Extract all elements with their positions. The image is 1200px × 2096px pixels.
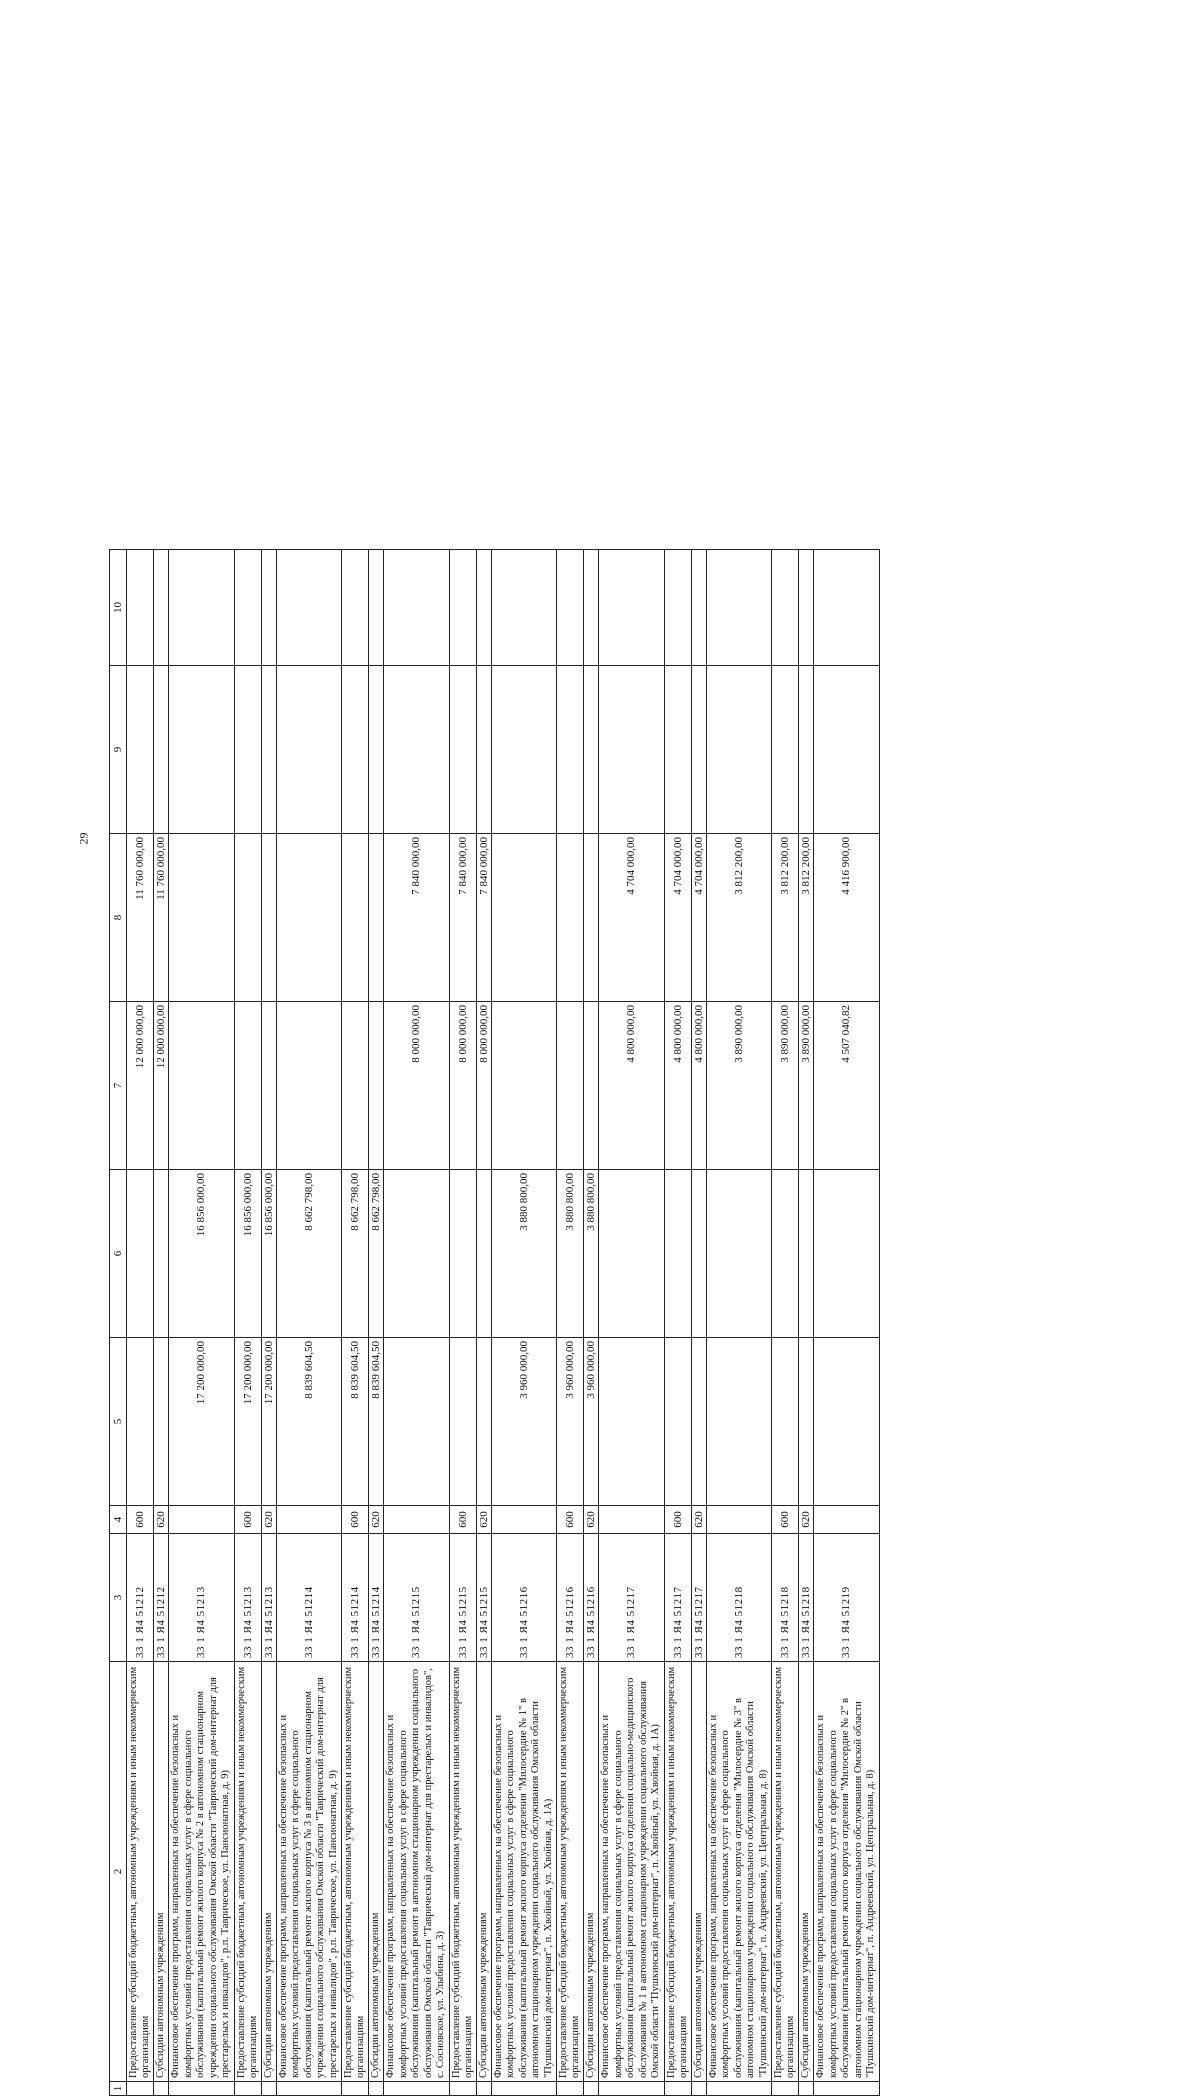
amount-cell-col7: 3 890 000,00 <box>772 1002 799 1170</box>
amount-cell-col6 <box>706 1170 772 1338</box>
amount-cell-col9 <box>664 666 691 834</box>
row-number-cell <box>584 2082 599 2096</box>
table-row <box>814 550 880 2096</box>
row-number-cell <box>154 2082 169 2096</box>
classification-code-cell: 33 1 Я4 51213 <box>169 1534 235 1662</box>
classification-code-cell: 33 1 Я4 51213 <box>234 1534 261 1662</box>
expense-type-cell: 600 <box>772 1506 799 1534</box>
table-row <box>261 550 276 2096</box>
classification-code-cell: 33 1 Я4 51215 <box>384 1534 450 1662</box>
amount-cell-col5 <box>384 1338 450 1506</box>
amount-cell-col7 <box>342 1002 369 1170</box>
amount-cell-col5: 8 839 604,50 <box>342 1338 369 1506</box>
amount-cell-col8 <box>491 834 557 1002</box>
amount-cell-col7: 8 000 000,00 <box>449 1002 476 1170</box>
amount-cell-col6: 16 856 000,00 <box>169 1170 235 1338</box>
amount-cell-col5: 17 200 000,00 <box>261 1338 276 1506</box>
description-cell: Субсидии автономным учреждениям <box>369 1662 384 2082</box>
table-row <box>584 550 599 2096</box>
expense-type-cell: 600 <box>557 1506 584 1534</box>
column-header: 10 <box>110 550 127 666</box>
description-cell: Предоставление субсидий бюджетным, автономным учреждениям и иным некоммерческим организациям <box>772 1662 799 2082</box>
expense-type-cell: 600 <box>127 1506 154 1534</box>
table-row <box>799 550 814 2096</box>
column-header: 7 <box>110 1002 127 1170</box>
amount-cell-col6 <box>127 1170 154 1338</box>
expense-type-cell <box>169 1506 235 1534</box>
amount-cell-col9 <box>599 666 665 834</box>
amount-cell-col9 <box>369 666 384 834</box>
amount-cell-col5 <box>706 1338 772 1506</box>
classification-code-cell: 33 1 Я4 51213 <box>261 1534 276 1662</box>
classification-code-cell: 33 1 Я4 51218 <box>799 1534 814 1662</box>
amount-cell-col10 <box>276 550 342 666</box>
amount-cell-col7 <box>369 1002 384 1170</box>
amount-cell-col8 <box>557 834 584 1002</box>
amount-cell-col7: 3 890 000,00 <box>706 1002 772 1170</box>
amount-cell-col6 <box>772 1170 799 1338</box>
amount-cell-col8: 4 704 000,00 <box>599 834 665 1002</box>
description-cell: Субсидии автономным учреждениям <box>799 1662 814 2082</box>
amount-cell-col8: 4 704 000,00 <box>664 834 691 1002</box>
classification-code-cell: 33 1 Я4 51215 <box>449 1534 476 1662</box>
amount-cell-col10 <box>814 550 880 666</box>
amount-cell-col5: 17 200 000,00 <box>169 1338 235 1506</box>
amount-cell-col8: 4 704 000,00 <box>691 834 706 1002</box>
amount-cell-col9 <box>234 666 261 834</box>
description-cell: Финансовое обеспечение программ, направленных на обеспечение безопасных и комфортных условий предоставления социальных услуг в сфере социального обслуживания (капитальный ремонт в автономном стационарном учреждении социального обслуживания Омской области "Таврический дом-интернат для престарелых и инвалидов", с. Сосновское, ул. Улыбина, д. 3) <box>384 1662 450 2082</box>
column-header: 2 <box>110 1662 127 2082</box>
description-cell: Субсидии автономным учреждениям <box>261 1662 276 2082</box>
amount-cell-col10 <box>584 550 599 666</box>
amount-cell-col10 <box>261 550 276 666</box>
row-number-cell <box>234 2082 261 2096</box>
amount-cell-col6: 8 662 798,00 <box>276 1170 342 1338</box>
amount-cell-col10 <box>772 550 799 666</box>
amount-cell-col10 <box>369 550 384 666</box>
amount-cell-col8: 11 760 000,00 <box>154 834 169 1002</box>
table-row <box>706 550 772 2096</box>
amount-cell-col9 <box>342 666 369 834</box>
amount-cell-col5: 17 200 000,00 <box>234 1338 261 1506</box>
description-cell: Субсидии автономным учреждениям <box>154 1662 169 2082</box>
amount-cell-col9 <box>691 666 706 834</box>
classification-code-cell: 33 1 Я4 51219 <box>814 1534 880 1662</box>
amount-cell-col6 <box>799 1170 814 1338</box>
table-row <box>664 550 691 2096</box>
amount-cell-col9 <box>276 666 342 834</box>
amount-cell-col6 <box>384 1170 450 1338</box>
expense-type-cell <box>276 1506 342 1534</box>
column-header: 3 <box>110 1534 127 1662</box>
column-header: 1 <box>110 2082 127 2096</box>
amount-cell-col8 <box>369 834 384 1002</box>
amount-cell-col9 <box>476 666 491 834</box>
classification-code-cell: 33 1 Я4 51212 <box>127 1534 154 1662</box>
description-cell: Предоставление субсидий бюджетным, автономным учреждениям и иным некоммерческим организациям <box>234 1662 261 2082</box>
description-cell: Предоставление субсидий бюджетным, автономным учреждениям и иным некоммерческим организациям <box>449 1662 476 2082</box>
amount-cell-col10 <box>449 550 476 666</box>
amount-cell-col8: 7 840 000,00 <box>449 834 476 1002</box>
row-number-cell <box>476 2082 491 2096</box>
table-row <box>557 550 584 2096</box>
amount-cell-col6: 3 880 800,00 <box>491 1170 557 1338</box>
amount-cell-col9 <box>127 666 154 834</box>
amount-cell-col9 <box>449 666 476 834</box>
amount-cell-col9 <box>799 666 814 834</box>
amount-cell-col10 <box>664 550 691 666</box>
column-header: 8 <box>110 834 127 1002</box>
description-cell: Финансовое обеспечение программ, направленных на обеспечение безопасных и комфортных условий предоставления социальных услуг в сфере социального обслуживания (капитальный ремонт жилого корпуса № 2 в автономном стационарном учреждении социального обслуживания Омской области "Таврический дом-интернат для престарелых и инвалидов", р.п. Таврическое, ул. Пансионатная, д. 9) <box>169 1662 235 2082</box>
amount-cell-col8 <box>342 834 369 1002</box>
row-number-cell <box>814 2082 880 2096</box>
classification-code-cell: 33 1 Я4 51216 <box>491 1534 557 1662</box>
expense-type-cell: 600 <box>234 1506 261 1534</box>
amount-cell-col8: 4 416 900,00 <box>814 834 880 1002</box>
classification-code-cell: 33 1 Я4 51217 <box>691 1534 706 1662</box>
amount-cell-col6: 8 662 798,00 <box>342 1170 369 1338</box>
expense-type-cell: 620 <box>261 1506 276 1534</box>
table-row <box>691 550 706 2096</box>
amount-cell-col6: 3 880 800,00 <box>557 1170 584 1338</box>
amount-cell-col5 <box>476 1338 491 1506</box>
amount-cell-col5: 3 960 000,00 <box>557 1338 584 1506</box>
amount-cell-col7 <box>234 1002 261 1170</box>
amount-cell-col5 <box>691 1338 706 1506</box>
amount-cell-col5 <box>449 1338 476 1506</box>
amount-cell-col7 <box>584 1002 599 1170</box>
amount-cell-col8 <box>169 834 235 1002</box>
amount-cell-col10 <box>691 550 706 666</box>
amount-cell-col8 <box>584 834 599 1002</box>
amount-cell-col7 <box>276 1002 342 1170</box>
amount-cell-col6 <box>814 1170 880 1338</box>
description-cell: Предоставление субсидий бюджетным, автономным учреждениям и иным некоммерческим организациям <box>557 1662 584 2082</box>
amount-cell-col7: 3 890 000,00 <box>799 1002 814 1170</box>
column-header: 9 <box>110 666 127 834</box>
table-row <box>154 550 169 2096</box>
description-cell: Субсидии автономным учреждениям <box>691 1662 706 2082</box>
column-header: 6 <box>110 1170 127 1338</box>
amount-cell-col9 <box>584 666 599 834</box>
table-row <box>449 550 476 2096</box>
column-header-row <box>110 550 127 2096</box>
amount-cell-col6 <box>154 1170 169 1338</box>
row-number-cell <box>491 2082 557 2096</box>
table-row <box>491 550 557 2096</box>
amount-cell-col8 <box>261 834 276 1002</box>
amount-cell-col7: 8 000 000,00 <box>384 1002 450 1170</box>
row-number-cell <box>664 2082 691 2096</box>
amount-cell-col9 <box>384 666 450 834</box>
amount-cell-col7: 4 800 000,00 <box>664 1002 691 1170</box>
classification-code-cell: 33 1 Я4 51212 <box>154 1534 169 1662</box>
amount-cell-col8: 11 760 000,00 <box>127 834 154 1002</box>
amount-cell-col9 <box>169 666 235 834</box>
classification-code-cell: 33 1 Я4 51216 <box>584 1534 599 1662</box>
amount-cell-col5 <box>127 1338 154 1506</box>
amount-cell-col7: 4 507 040,82 <box>814 1002 880 1170</box>
amount-cell-col5: 3 960 000,00 <box>491 1338 557 1506</box>
expense-type-cell: 600 <box>342 1506 369 1534</box>
expense-type-cell <box>706 1506 772 1534</box>
description-cell: Финансовое обеспечение программ, направленных на обеспечение безопасных и комфортных условий предоставления социальных услуг в сфере социального обслуживания (капитальный ремонт жилого корпуса отделения "Милосердие № 2" в автономном стационарном учреждении социального обслуживания Омской области "Пушкинский дом-интернат", п. Андреевский, ул. Центральная, д. 8) <box>814 1662 880 2082</box>
page-number: 29 <box>76 832 91 845</box>
description-cell: Субсидии автономным учреждениям <box>476 1662 491 2082</box>
classification-code-cell: 33 1 Я4 51218 <box>772 1534 799 1662</box>
expense-type-cell: 600 <box>664 1506 691 1534</box>
amount-cell-col9 <box>154 666 169 834</box>
amount-cell-col7 <box>169 1002 235 1170</box>
row-number-cell <box>449 2082 476 2096</box>
amount-cell-col6: 8 662 798,00 <box>369 1170 384 1338</box>
amount-cell-col7 <box>491 1002 557 1170</box>
description-cell: Субсидии автономным учреждениям <box>584 1662 599 2082</box>
classification-code-cell: 33 1 Я4 51217 <box>664 1534 691 1662</box>
amount-cell-col6 <box>691 1170 706 1338</box>
amount-cell-col7 <box>261 1002 276 1170</box>
expense-type-cell <box>814 1506 880 1534</box>
amount-cell-col10 <box>476 550 491 666</box>
row-number-cell <box>772 2082 799 2096</box>
table-row <box>599 550 665 2096</box>
amount-cell-col7: 4 800 000,00 <box>599 1002 665 1170</box>
amount-cell-col10 <box>154 550 169 666</box>
amount-cell-col5: 8 839 604,50 <box>369 1338 384 1506</box>
budget-table <box>109 549 880 2096</box>
column-header: 4 <box>110 1506 127 1534</box>
table-row <box>772 550 799 2096</box>
amount-cell-col10 <box>342 550 369 666</box>
row-number-cell <box>706 2082 772 2096</box>
row-number-cell <box>691 2082 706 2096</box>
amount-cell-col8: 3 812 200,00 <box>772 834 799 1002</box>
classification-code-cell: 33 1 Я4 51218 <box>706 1534 772 1662</box>
expense-type-cell <box>599 1506 665 1534</box>
column-header: 5 <box>110 1338 127 1506</box>
amount-cell-col9 <box>814 666 880 834</box>
table-row <box>276 550 342 2096</box>
expense-type-cell: 620 <box>154 1506 169 1534</box>
row-number-cell <box>169 2082 235 2096</box>
amount-cell-col5 <box>799 1338 814 1506</box>
row-number-cell <box>557 2082 584 2096</box>
amount-cell-col5 <box>814 1338 880 1506</box>
table-row <box>342 550 369 2096</box>
row-number-cell <box>276 2082 342 2096</box>
amount-cell-col5: 8 839 604,50 <box>276 1338 342 1506</box>
description-cell: Финансовое обеспечение программ, направленных на обеспечение безопасных и комфортных условий предоставления социальных услуг в сфере социального обслуживания (капитальный ремонт жилого корпуса отделения "Милосердие № 3" в автономном стационарном учреждении социального обслуживания Омской области "Пушкинский дом-интернат", п. Андреевский, ул. Центральная, д. 8) <box>706 1662 772 2082</box>
amount-cell-col5 <box>664 1338 691 1506</box>
amount-cell-col9 <box>261 666 276 834</box>
classification-code-cell: 33 1 Я4 51216 <box>557 1534 584 1662</box>
amount-cell-col8: 7 840 000,00 <box>384 834 450 1002</box>
description-cell: Финансовое обеспечение программ, направленных на обеспечение безопасных и комфортных условий предоставления социальных услуг в сфере социального обслуживания (капитальный ремонт жилого корпуса отделения социально-медицинского обслуживания № 1 в автономном стационарном учреждении социального обслуживания Омской области "Пушкинский дом-интернат", п. Хвойный, ул. Хвойная, д. 1А) <box>599 1662 665 2082</box>
amount-cell-col6 <box>599 1170 665 1338</box>
amount-cell-col10 <box>127 550 154 666</box>
description-cell: Предоставление субсидий бюджетным, автономным учреждениям и иным некоммерческим организациям <box>127 1662 154 2082</box>
amount-cell-col10 <box>799 550 814 666</box>
amount-cell-col6 <box>664 1170 691 1338</box>
row-number-cell <box>599 2082 665 2096</box>
description-cell: Финансовое обеспечение программ, направленных на обеспечение безопасных и комфортных условий предоставления социальных услуг в сфере социального обслуживания (капитальный ремонт жилого корпуса № 3 в автономном стационарном учреждении социального обслуживания Омской области "Таврический дом-интернат для престарелых и инвалидов", р.п. Таврическое, ул. Пансионатная, д. 9) <box>276 1662 342 2082</box>
amount-cell-col8: 7 840 000,00 <box>476 834 491 1002</box>
expense-type-cell: 620 <box>691 1506 706 1534</box>
amount-cell-col6 <box>476 1170 491 1338</box>
classification-code-cell: 33 1 Я4 51214 <box>369 1534 384 1662</box>
amount-cell-col10 <box>384 550 450 666</box>
expense-type-cell: 600 <box>449 1506 476 1534</box>
amount-cell-col8 <box>276 834 342 1002</box>
amount-cell-col5 <box>154 1338 169 1506</box>
amount-cell-col8: 3 812 200,00 <box>799 834 814 1002</box>
expense-type-cell: 620 <box>799 1506 814 1534</box>
table-row <box>234 550 261 2096</box>
description-cell: Предоставление субсидий бюджетным, автономным учреждениям и иным некоммерческим организациям <box>664 1662 691 2082</box>
classification-code-cell: 33 1 Я4 51217 <box>599 1534 665 1662</box>
amount-cell-col7: 8 000 000,00 <box>476 1002 491 1170</box>
row-number-cell <box>384 2082 450 2096</box>
amount-cell-col6: 16 856 000,00 <box>234 1170 261 1338</box>
description-cell: Предоставление субсидий бюджетным, автономным учреждениям и иным некоммерческим организациям <box>342 1662 369 2082</box>
amount-cell-col7 <box>557 1002 584 1170</box>
table-row <box>476 550 491 2096</box>
row-number-cell <box>127 2082 154 2096</box>
amount-cell-col10 <box>557 550 584 666</box>
table-row <box>127 550 154 2096</box>
amount-cell-col8: 3 812 200,00 <box>706 834 772 1002</box>
expense-type-cell <box>491 1506 557 1534</box>
amount-cell-col5 <box>772 1338 799 1506</box>
amount-cell-col9 <box>491 666 557 834</box>
amount-cell-col9 <box>706 666 772 834</box>
row-number-cell <box>342 2082 369 2096</box>
amount-cell-col10 <box>169 550 235 666</box>
amount-cell-col7: 12 000 000,00 <box>127 1002 154 1170</box>
amount-cell-col9 <box>557 666 584 834</box>
amount-cell-col10 <box>599 550 665 666</box>
expense-type-cell <box>384 1506 450 1534</box>
row-number-cell <box>369 2082 384 2096</box>
row-number-cell <box>261 2082 276 2096</box>
classification-code-cell: 33 1 Я4 51214 <box>342 1534 369 1662</box>
description-cell: Финансовое обеспечение программ, направленных на обеспечение безопасных и комфортных условий предоставления социальных услуг в сфере социального обслуживания (капитальный ремонт жилого корпуса отделения "Милосердие № 1" в автономном стационарном учреждении социального обслуживания Омской области "Пушкинский дом-интернат", п. Хвойный, ул. Хвойная, д. 1А) <box>491 1662 557 2082</box>
amount-cell-col9 <box>772 666 799 834</box>
row-number-cell <box>799 2082 814 2096</box>
classification-code-cell: 33 1 Я4 51214 <box>276 1534 342 1662</box>
expense-type-cell: 620 <box>584 1506 599 1534</box>
amount-cell-col10 <box>706 550 772 666</box>
table-row <box>169 550 235 2096</box>
amount-cell-col5: 3 960 000,00 <box>584 1338 599 1506</box>
classification-code-cell: 33 1 Я4 51215 <box>476 1534 491 1662</box>
expense-type-cell: 620 <box>369 1506 384 1534</box>
amount-cell-col5 <box>599 1338 665 1506</box>
amount-cell-col6 <box>449 1170 476 1338</box>
amount-cell-col10 <box>234 550 261 666</box>
rotated-page-content <box>109 550 1200 2096</box>
amount-cell-col7: 4 800 000,00 <box>691 1002 706 1170</box>
table-row <box>384 550 450 2096</box>
amount-cell-col10 <box>491 550 557 666</box>
amount-cell-col6: 16 856 000,00 <box>261 1170 276 1338</box>
amount-cell-col8 <box>234 834 261 1002</box>
amount-cell-col6: 3 880 800,00 <box>584 1170 599 1338</box>
amount-cell-col7: 12 000 000,00 <box>154 1002 169 1170</box>
expense-type-cell: 620 <box>476 1506 491 1534</box>
table-row <box>369 550 384 2096</box>
